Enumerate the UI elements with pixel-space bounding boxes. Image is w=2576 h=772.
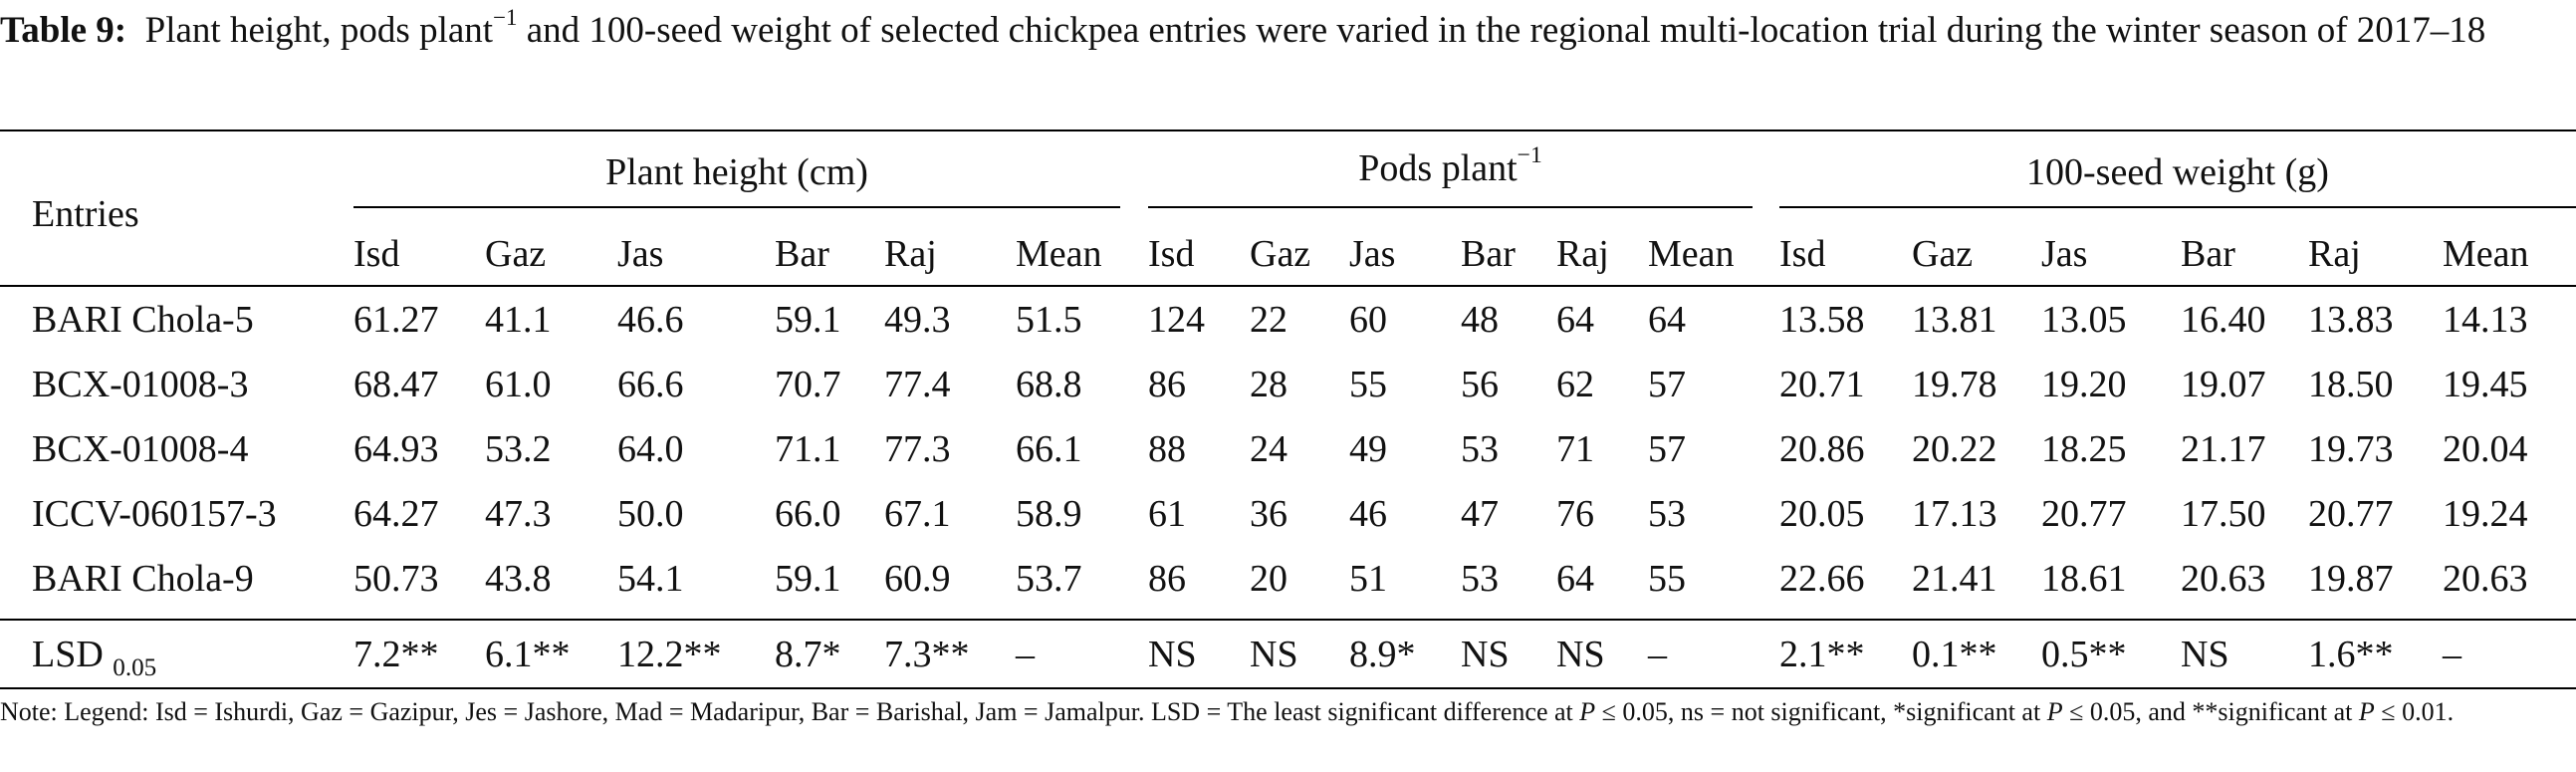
lsd-cell: 0.5**: [2041, 634, 2127, 675]
table-cell: 56: [1461, 364, 1499, 405]
table-cell: 60: [1349, 299, 1387, 341]
table-cell: 17.50: [2181, 493, 2266, 535]
table-cell: 16.40: [2181, 299, 2266, 341]
table-cell: 61.27: [353, 299, 439, 341]
lsd-cell: 7.2**: [353, 634, 439, 675]
column-header: Bar: [775, 233, 829, 275]
table-cell: 53.7: [1016, 558, 1082, 600]
table-cell: 20.22: [1912, 428, 1997, 470]
lsd-cell: 0.1**: [1912, 634, 1997, 675]
table-cell: 22: [1250, 299, 1288, 341]
table-cell: 71: [1556, 428, 1594, 470]
column-header: Gaz: [1912, 233, 1974, 275]
lsd-cell: –: [1016, 634, 1035, 675]
table-note: Note: Legend: Isd = Ishurdi, Gaz = Gazipur, Jes = Jashore, Mad = Madaripur, Bar = Barishal, Jam = Jamalpur. LSD = The least significant difference at P ≤ 0.05, ns = not significant, *significant at P ≤ 0.05, and **significant at P ≤ 0.01.: [0, 697, 2455, 726]
table-cell: 19.45: [2443, 364, 2528, 405]
table-cell: 48: [1461, 299, 1499, 341]
caption-text-b: and 100-seed weight of selected chickpea entries were varied in the regional multi-location trial during the winter season of 2017–18: [526, 10, 2486, 51]
table-cell: 57: [1648, 364, 1686, 405]
table-cell: 50.73: [353, 558, 439, 600]
table-cell: 62: [1556, 364, 1594, 405]
row-entry-name: BARI Chola-5: [32, 299, 254, 341]
table-cell: 64: [1648, 299, 1686, 341]
group-rule-seed-weight: [1779, 206, 2576, 208]
column-header: Gaz: [1250, 233, 1311, 275]
column-header: Isd: [1779, 233, 1826, 275]
table-cell: 61: [1148, 493, 1186, 535]
table-cell: 55: [1648, 558, 1686, 600]
row-entry-name: BCX-01008-4: [32, 428, 249, 470]
table-cell: 53.2: [485, 428, 552, 470]
table-cell: 124: [1148, 299, 1205, 341]
group-header-seed-weight: 100-seed weight (g): [2026, 151, 2329, 193]
table-cell: 20.63: [2181, 558, 2266, 600]
table-cell: 20.77: [2308, 493, 2394, 535]
lsd-cell: 6.1**: [485, 634, 571, 675]
column-header: Jas: [1349, 233, 1396, 275]
body-bottom-rule: [0, 619, 2576, 621]
table-cell: 20.86: [1779, 428, 1865, 470]
table-cell: 36: [1250, 493, 1288, 535]
lsd-cell: 1.6**: [2308, 634, 2394, 675]
table-cell: 18.50: [2308, 364, 2394, 405]
table-cell: 53: [1461, 558, 1499, 600]
entries-header: Entries: [32, 193, 139, 235]
lsd-cell: NS: [1148, 634, 1197, 675]
table-cell: 41.1: [485, 299, 552, 341]
table-cell: 24: [1250, 428, 1288, 470]
table-cell: 46.6: [617, 299, 684, 341]
table-cell: 13.83: [2308, 299, 2394, 341]
lsd-cell: NS: [2181, 634, 2229, 675]
table-cell: 68.47: [353, 364, 439, 405]
table-cell: 54.1: [617, 558, 684, 600]
group-header-plant-height: Plant height (cm): [605, 151, 868, 193]
lsd-cell: NS: [1556, 634, 1605, 675]
table-bottom-rule: [0, 687, 2576, 689]
table-cell: 71.1: [775, 428, 841, 470]
table-cell: 13.58: [1779, 299, 1865, 341]
table-cell: 53: [1461, 428, 1499, 470]
table-cell: 19.78: [1912, 364, 1997, 405]
table-cell: 43.8: [485, 558, 552, 600]
caption-label: Table 9:: [0, 10, 127, 51]
table-cell: 57: [1648, 428, 1686, 470]
column-header: Isd: [1148, 233, 1195, 275]
table-cell: 76: [1556, 493, 1594, 535]
table-cell: 21.41: [1912, 558, 1997, 600]
header-bottom-rule: [0, 285, 2576, 287]
table-cell: 19.07: [2181, 364, 2266, 405]
lsd-cell: NS: [1461, 634, 1510, 675]
table-cell: 20.05: [1779, 493, 1865, 535]
table-cell: 20.63: [2443, 558, 2528, 600]
table-cell: 70.7: [775, 364, 841, 405]
table-cell: 49.3: [884, 299, 951, 341]
table-cell: 19.73: [2308, 428, 2394, 470]
table-cell: 88: [1148, 428, 1186, 470]
table-cell: 20: [1250, 558, 1288, 600]
column-header: Bar: [2181, 233, 2235, 275]
table-cell: 19.20: [2041, 364, 2127, 405]
table-cell: 64.27: [353, 493, 439, 535]
table-cell: 77.4: [884, 364, 951, 405]
group-header-pods: Pods plant$^{-1}$: [1358, 142, 1542, 189]
column-header: Raj: [884, 233, 937, 275]
table-cell: 64.93: [353, 428, 439, 470]
column-header: Mean: [1648, 233, 1735, 275]
lsd-cell: 7.3**: [884, 634, 970, 675]
lsd-cell: 8.9*: [1349, 634, 1416, 675]
column-header: Jas: [2041, 233, 2088, 275]
table-cell: 50.0: [617, 493, 684, 535]
row-entry-name: ICCV-060157-3: [32, 493, 277, 535]
table-cell: 18.61: [2041, 558, 2127, 600]
lsd-cell: NS: [1250, 634, 1298, 675]
table-cell: 60.9: [884, 558, 951, 600]
column-header: Mean: [1016, 233, 1102, 275]
table-cell: 46: [1349, 493, 1387, 535]
table-caption: [0, 6, 2576, 56]
table-cell: 47.3: [485, 493, 552, 535]
table-cell: 77.3: [884, 428, 951, 470]
table-cell: 86: [1148, 364, 1186, 405]
lsd-cell: –: [2443, 634, 2461, 675]
lsd-cell: –: [1648, 634, 1667, 675]
table-cell: 64: [1556, 299, 1594, 341]
lsd-cell: 12.2**: [617, 634, 722, 675]
table-cell: 66.1: [1016, 428, 1082, 470]
row-entry-name: BCX-01008-3: [32, 364, 249, 405]
table-cell: 86: [1148, 558, 1186, 600]
table-cell: 59.1: [775, 299, 841, 341]
table-cell: 13.05: [2041, 299, 2127, 341]
table-cell: 67.1: [884, 493, 951, 535]
table-cell: 58.9: [1016, 493, 1082, 535]
table-cell: 17.13: [1912, 493, 1997, 535]
column-header: Bar: [1461, 233, 1516, 275]
column-header: Raj: [2308, 233, 2361, 275]
group-rule-pods: [1148, 206, 1753, 208]
table-cell: 61.0: [485, 364, 552, 405]
table-cell: 20.77: [2041, 493, 2127, 535]
column-header: Isd: [353, 233, 400, 275]
lsd-label: LSD $_{0.05}$: [32, 634, 157, 681]
table-cell: 51.5: [1016, 299, 1082, 341]
table-cell: 64: [1556, 558, 1594, 600]
caption-text-a: Plant height, pods plant: [144, 10, 494, 51]
caption-superscript: −1: [493, 4, 518, 30]
table-top-rule: [0, 129, 2576, 131]
table-cell: 64.0: [617, 428, 684, 470]
table-cell: 66.0: [775, 493, 841, 535]
table-cell: 47: [1461, 493, 1499, 535]
table-cell: 66.6: [617, 364, 684, 405]
row-entry-name: BARI Chola-9: [32, 558, 254, 600]
table-cell: 28: [1250, 364, 1288, 405]
lsd-cell: 2.1**: [1779, 634, 1865, 675]
column-header: Gaz: [485, 233, 547, 275]
table-cell: 13.81: [1912, 299, 1997, 341]
table-cell: 22.66: [1779, 558, 1865, 600]
group-rule-plant-height: [353, 206, 1120, 208]
table-cell: 19.87: [2308, 558, 2394, 600]
table-cell: 51: [1349, 558, 1387, 600]
table-cell: 68.8: [1016, 364, 1082, 405]
table-cell: 20.04: [2443, 428, 2528, 470]
column-header: Raj: [1556, 233, 1609, 275]
table-cell: 20.71: [1779, 364, 1865, 405]
table-cell: 21.17: [2181, 428, 2266, 470]
column-header: Mean: [2443, 233, 2529, 275]
column-header: Jas: [617, 233, 664, 275]
table-cell: 19.24: [2443, 493, 2528, 535]
table-cell: 49: [1349, 428, 1387, 470]
table-cell: 55: [1349, 364, 1387, 405]
lsd-cell: 8.7*: [775, 634, 841, 675]
table-cell: 18.25: [2041, 428, 2127, 470]
table-cell: 53: [1648, 493, 1686, 535]
table-cell: 14.13: [2443, 299, 2528, 341]
table-cell: 59.1: [775, 558, 841, 600]
